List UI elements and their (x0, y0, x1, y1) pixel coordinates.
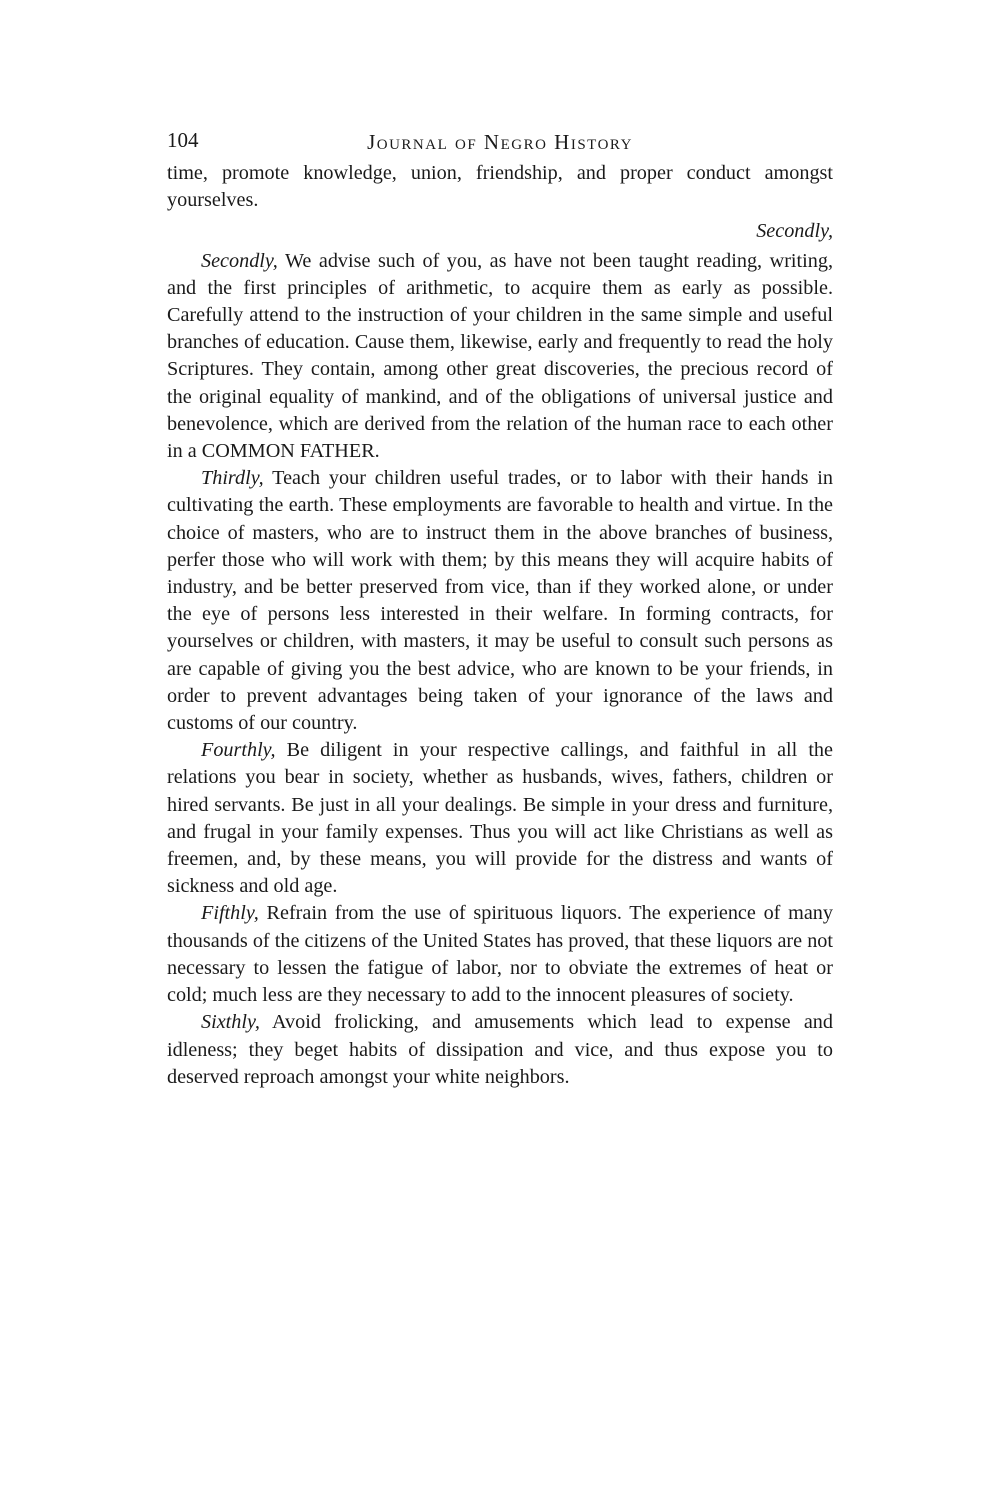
paragraph-text: Be diligent in your respective callings, and faithful in all the relations you bear in society, whether as husbands, wives, fathers, children or hired servants. Be just in all your dealings. Be simple in your dress and furniture, and frugal in your family expenses. Thus you will act like Christians as well as freemen, and, by these means, you will provide for the distress and wants of sickness and old age. (167, 739, 833, 898)
paragraph-secondly (167, 248, 833, 466)
paragraph-text: We advise such of you, as have not been taught reading, writing, and the first principles of arithmetic, to acquire them as early as possible. Carefully attend to the instruction of your children in the same simple and useful branches of education. Cause them, likewise, early and frequently to read the holy Scriptures. They contain, among other great discoveries, the precious record of the original equality of mankind, and of the obligations of universal justice and benevolence, which are derived from the relation of the human race to each other in a COMMON FATHER. (167, 249, 833, 463)
paragraph-text: Refrain from the use of spirituous liquors. The experience of many thousands of the citizens of the United States has proved, that these liquors are not necessary to lessen the fatigue of labor, nor to obviate the extremes of heat or cold; much less are they necessary to add to the innocent pleasures of society. (167, 902, 833, 1007)
opening-paragraph: time, promote knowledge, union, friendship, and proper conduct amongst yourselves. (167, 162, 833, 212)
body-text (167, 160, 833, 1091)
paragraph-fifthly (167, 900, 833, 1009)
paragraph-lead: Sixthly, (201, 1011, 260, 1034)
paragraph-thirdly (167, 465, 833, 737)
page-number: 104 (167, 128, 199, 152)
paragraph-text: Avoid frolicking, and amusements which lead to expense and idleness; they beget habits of dissipation and vice, and thus expose you to deserved reproach amongst your white neighbors. (167, 1011, 833, 1088)
paragraph-lead: Secondly, (201, 249, 278, 272)
catchword: Secondly, (756, 220, 833, 243)
journal-title: Journal of Negro History (367, 130, 633, 154)
paragraph-lead: Thirdly, (201, 467, 264, 490)
paragraph-sixthly (167, 1009, 833, 1091)
paragraph-fourthly (167, 737, 833, 900)
paragraph-lead: Fifthly, (201, 902, 259, 925)
page (167, 124, 833, 1091)
paragraph-text: Teach your children useful trades, or to labor with their hands in cultivating the earth. These employments are favorable to health and virtue. In the choice of masters, who are to instruct them in the above branches of business, perfer those who will work with them; by this means they will acquire habits of industry, and be better preserved from vice, than if they worked alone, or under the eye of persons less interested in their welfare. In forming contracts, for yourselves or children, with masters, it may be useful to consult such persons as are capable of giving you the best advice, who are known to be your friends, in order to prevent advantages being taken of your ignorance of the laws and customs of our country. (167, 467, 834, 735)
running-head (167, 124, 833, 160)
paragraph-lead: Fourthly, (201, 739, 276, 762)
